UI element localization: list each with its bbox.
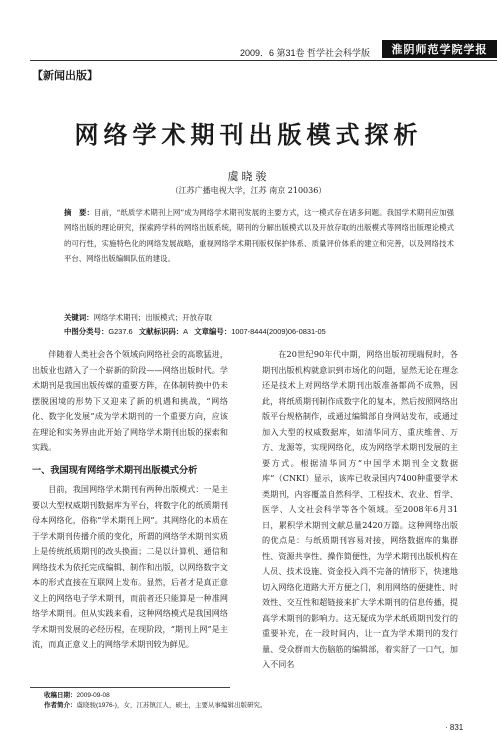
keywords — [64, 312, 454, 323]
article-author: 虞晓骏 — [227, 170, 270, 183]
classification-line — [64, 326, 454, 337]
doc-code-value: A — [183, 327, 189, 336]
keywords-label: 关键词： — [64, 313, 94, 322]
footnote-rule — [30, 687, 230, 688]
doc-code-label: 文献标识码： — [138, 327, 184, 336]
intro-paragraph: 伴随着人类社会各个领域向网络社会的高歌猛进，出版业也踏入了一个崭新的阶段——网络出版时代。学术期刊是我国出版传媒的重要方阵，在体制转换中仍未摆脱困境的形势下又迎来了新的机遇和挑战，“网络化、数字化发展”成为学术期刊的一个重要方向，应该在理论和实务界由此开始了网络学术期刊出版的探索和实践。 — [32, 349, 228, 452]
received-label: 收稿日期： — [44, 692, 77, 699]
article-title: 网络学术期刊出版模式探析 — [74, 120, 423, 149]
received-date: 2009-09-08 — [76, 692, 110, 699]
section-tag: 【新闻出版】 — [32, 70, 98, 82]
clc-label: 中图分类号： — [64, 327, 109, 336]
section1-paragraph: 目前，我国网络学术期刊有两种出版模式：一是主要以大型权威期刊数据库为平台，将数字化的纸质期刊母本网络化，俗称“学术期刊上网”。其网络化的本质在于学术期刊传播介质的变化，所谓的网络学术期刊实质上是传统纸质期刊的改头换面；二是以计算机、通信和网络技术为依托完成编辑、制作和出版，以网络数字文本的形式直接在互联网上发布。显然，后者才是真正意义上的网络电子学术期刊，而前者还只能算是一种准网络学术期刊。但从实践来看，这种网络模式是我国网络学术期刊发展的必经历程，在现阶段，“期刊上网”是主流，而真正意义上的网络学术期刊较为鲜见。 — [32, 484, 228, 649]
keywords-text: 网络学术期刊；出版模式；开放存取 — [93, 313, 212, 322]
section-heading: 一、我国现有网络学术期刊出版模式分析 — [32, 464, 198, 475]
author-info-label: 作者简介： — [44, 702, 77, 709]
article-id-value: 1007-8444(2009)06-0831-05 — [231, 327, 326, 336]
body-column-left — [32, 347, 228, 653]
author-affiliation: （江苏广播电视大学，江苏 南京 210036） — [170, 186, 327, 195]
page-number: · 831 — [445, 723, 464, 732]
article-id-label: 文章编号： — [194, 327, 232, 336]
footnote-received — [44, 690, 110, 699]
journal-issue-info: 2009．6 第31卷 哲学社会科学版 — [240, 48, 371, 58]
abstract-label: 摘 要： — [64, 208, 94, 217]
author-info: 虞晓骏(1976-)，女，江苏镇江人，硕士，主要从事编辑出版研究。 — [76, 702, 267, 709]
abstract-text: 目前，“纸质学术期刊上网”成为网络学术期刊发展的主要方式，这一模式存在诸多问题。我国学术期刊应加强网络出版的理论研究，探索跨学科的网络出版系统，期刊的分解出版模式以及开放存取的出版模式等网络出版理论模式的可行性，实施特色化的网络发展战略，重视网络学术期刊版权保护体系、质量评价体系的建立和完善，以及网络技术平台、网络出版编辑队伍的建设。 — [64, 208, 454, 264]
clc-value: G237.6 — [108, 327, 133, 336]
body-column-right — [262, 347, 458, 673]
right-paragraph: 在20世纪90年代中期，网络出版初现端倪时，各期刊出版机构就意识到市场化的问题，显然无论在理念还是技术上对网络学术期刊出版准备都尚不成熟，因此，将纸质期刊制作成数字化的复本，然后按照网络出版平台规格制作，或通过编辑部自身网站发布，或通过加入大型的权威数据库，如清华同方、重庆维普、万方、龙源等，实现网络化，成为网络学术期刊发展的主要方式。根据清华同方“中国学术期刊全文数据库”（CNKI）显示，该库已收录国内7400种重要学术类期刊，内容覆盖自然科学、工程技术、农业、哲学、医学、人文社会科学等各个领域。至2008年6月31日，累积学术期刊文献总量2420万篇。这种网络出版的优点是：与纸质期刊容易对接，网络数据库的集群性、资源共享性、操作简便性，为学术期刊出版机构在人员、技术设施、资金投入尚不完备的情形下，快速地切入网络化道路大开方便之门，利用网络的便捷性、时效性、交互性和超链接来扩大学术期刊的信息传播，提高学术期刊的影响力。这无疑成为学术纸质期刊发行的重要补充，在一段时间内，让一直为学术期刊的发行量、受众群而大伤脑筋的编辑部，着实舒了一口气，加入不同名 — [262, 349, 458, 669]
footnote-author — [44, 700, 266, 709]
journal-brand-banner: 淮阴师范学院学报 — [382, 40, 497, 58]
header-rule — [30, 60, 497, 61]
abstract — [64, 205, 454, 267]
